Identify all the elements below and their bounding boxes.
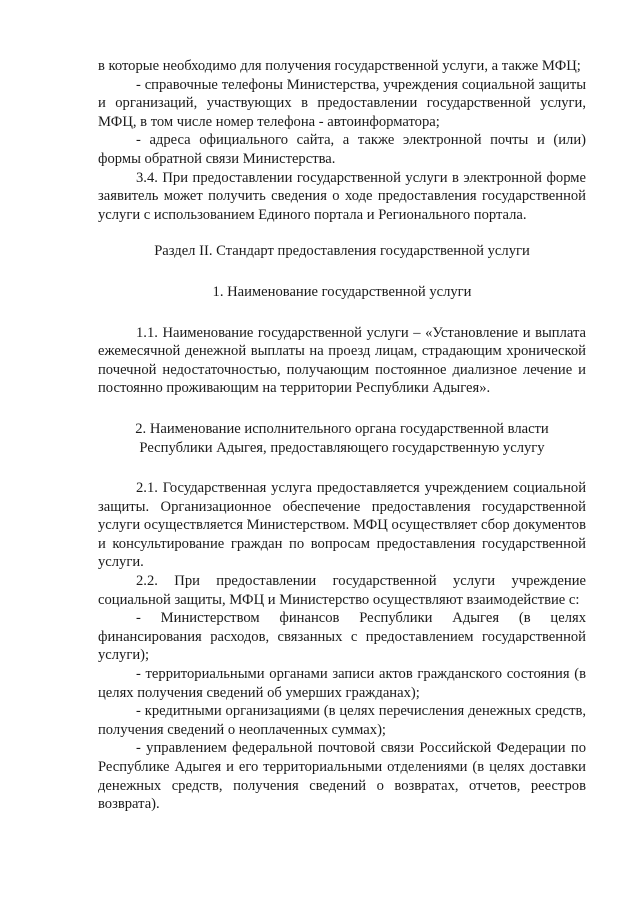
- paragraph-addresses: - адреса официального сайта, а также электронной почты и (или) формы обратной связи Министерства.: [98, 132, 586, 167]
- paragraph-continuation: в которые необходимо для получения государственной услуги, а также МФЦ;: [98, 58, 581, 74]
- paragraph-postal-service: - управлением федеральной почтовой связи Российской Федерации по Республике Адыгея и его территориальными отделениями (в целях доставки денежных средств, получения сведений о возвратах, отчетов, реестров возврата).: [98, 740, 586, 813]
- paragraph-phones: - справочные телефоны Министерства, учреждения социальной защиты и организаций, участвующих в предоставлении государственной услуги, МФЦ, в том числе номер телефона - автоинформатора;: [98, 76, 586, 130]
- heading-2-line-1: 2. Наименование исполнительного органа государственной власти: [135, 420, 549, 437]
- paragraph-3-4: 3.4. При предоставлении государственной услуги в электронной форме заявитель может получить сведения о ходе предоставления государственной услуги с использованием Единого портала и Регионального портала.: [98, 169, 586, 223]
- heading-1: 1. Наименование государственной услуги: [212, 283, 472, 300]
- paragraph-credit-orgs: - кредитными организациями (в целях перечисления денежных средств, получения сведений о неоплаченных суммах);: [98, 703, 586, 738]
- paragraph-2-1: 2.1. Государственная услуга предоставляется учреждением социальной защиты. Организационное обеспечение предоставления государственной услуги осуществляется Министерством. МФЦ осуществляет сбор документов и консультирование граждан по вопросам предоставления государственной услуги.: [98, 480, 586, 571]
- paragraph-2-2: 2.2. При предоставлении государственной услуги учреждение социальной защиты, МФЦ и Министерство осуществляют взаимодействие с:: [98, 573, 586, 608]
- heading-2-line-2: Республики Адыгея, предоставляющего государственную услугу: [139, 439, 545, 456]
- paragraph-civil-registry: - территориальными органами записи актов гражданского состояния (в целях получения сведений об умерших гражданах);: [98, 666, 586, 701]
- document-page: [98, 57, 586, 814]
- paragraph-1-1: 1.1. Наименование государственной услуги – «Установление и выплата ежемесячной денежной выплаты на проезд лицам, страдающим хронической почечной недостаточностью, получающим постоянное диализное лечение и постоянно проживающим на территории Республики Адыгея».: [98, 324, 586, 397]
- paragraph-ministry-finance: - Министерством финансов Республики Адыгея (в целях финансирования расходов, связанных с предоставлением государственной услуги);: [98, 610, 586, 664]
- section-title: Раздел II. Стандарт предоставления государственной услуги: [154, 243, 530, 260]
